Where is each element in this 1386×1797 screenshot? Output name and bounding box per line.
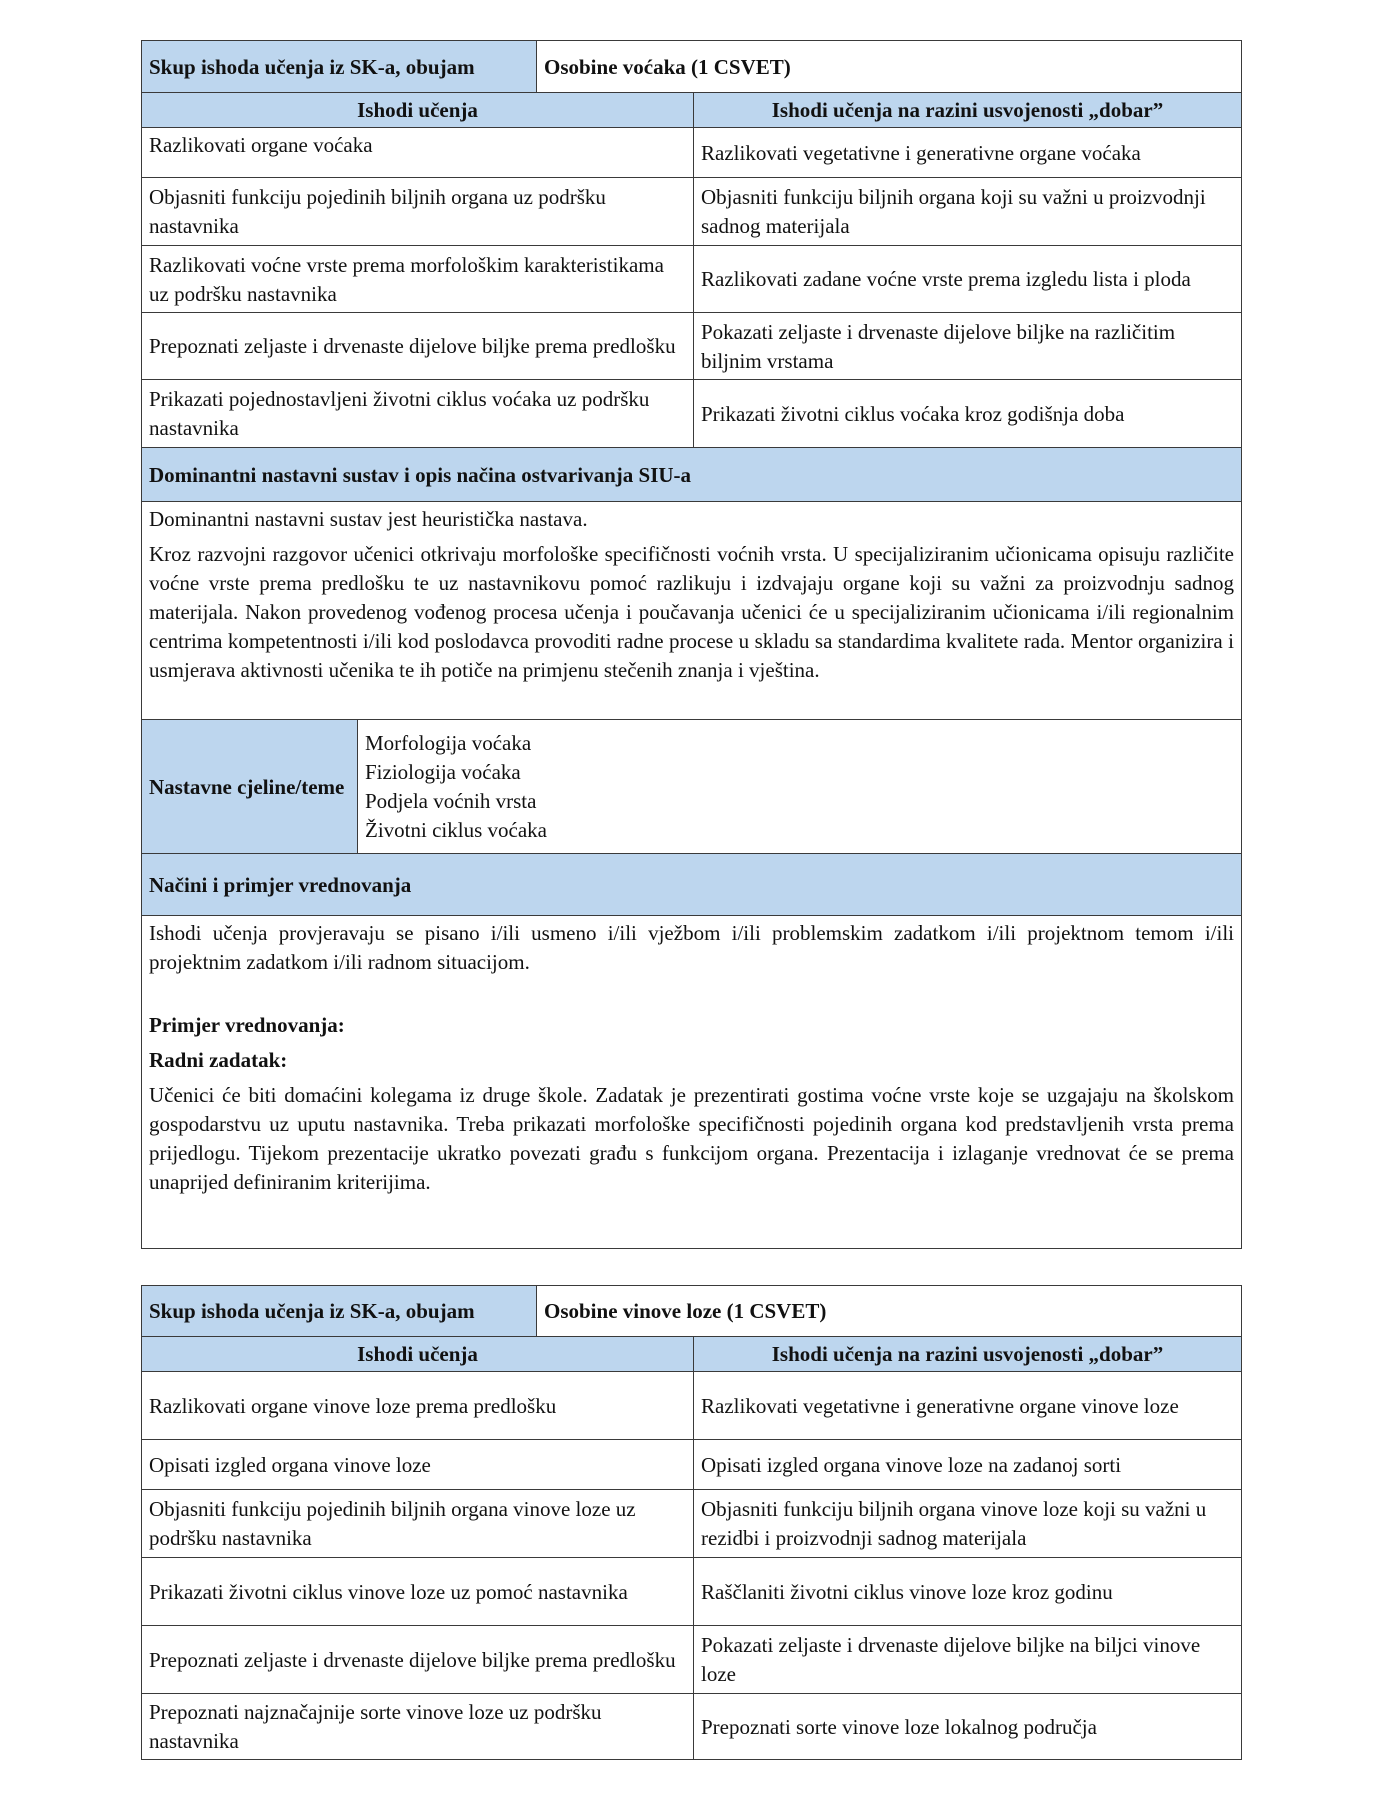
good-level-cell: Pokazati zeljaste i drvenaste dijelove biljke na različitim biljnim vrstama — [694, 313, 1242, 380]
good-level-cell: Raščlaniti životni ciklus vinove loze kroz godinu — [694, 1558, 1242, 1626]
evaluation-example-heading: Primjer vrednovanja: — [149, 1013, 345, 1037]
table-row — [142, 1440, 1242, 1490]
good-level-cell: Razlikovati zadane voćne vrste prema izgledu lista i ploda — [694, 246, 1242, 313]
col-header-good-level: Ishodi učenja na razini usvojenosti „dobar” — [694, 93, 1242, 128]
outcome-cell: Razlikovati voćne vrste prema morfološkim karakteristikama uz podršku nastavnika — [142, 246, 694, 313]
learning-outcomes-table-grapevine — [141, 1285, 1242, 1760]
topics-row — [142, 720, 1242, 854]
topics-label: Nastavne cjeline/teme — [142, 720, 358, 854]
topic-item: Fiziologija voćaka — [365, 760, 521, 784]
teaching-system-body-row — [142, 502, 1242, 720]
set-label: Skup ishoda učenja iz SK-a, obujam — [142, 1286, 537, 1337]
learning-outcomes-table-fruit — [141, 40, 1242, 1249]
table-row — [142, 1694, 1242, 1760]
good-level-cell: Prikazati životni ciklus voćaka kroz godišnja doba — [694, 380, 1242, 448]
good-level-cell: Opisati izgled organa vinove loze na zadanoj sorti — [694, 1440, 1242, 1490]
outcome-cell: Prepoznati najznačajnije sorte vinove loze uz podršku nastavnika — [142, 1694, 694, 1760]
task-heading: Radni zadatak: — [149, 1048, 288, 1072]
set-value: Osobine vinove loze (1 CSVET) — [537, 1286, 1242, 1337]
set-value: Osobine voćaka (1 CSVET) — [537, 41, 1242, 93]
evaluation-heading: Načini i primjer vrednovanja — [142, 854, 1242, 916]
topics-list — [358, 720, 1242, 854]
teaching-system-paragraph: Kroz razvojni razgovor učenici otkrivaju morfološke specifičnosti voćnih vrsta. U specijaliziranim učionicama opisuju različite voćne vrste prema predlošku te uz nastavnikovu pomoć razlikuju i izdvajaju organe koji su važni za proizvodnju sadnog materijala. Nakon provedenog vođenog procesa učenja i poučavanja učenici će u specijaliziranim učionicama i/ili regionalnim centrima kompetentnosti i/ili kod poslodavca provoditi radne procese u skladu sa standardima kvalitete rada. Mentor organizira i usmjerava aktivnosti učenika te ih potiče na primjenu stečenih znanja i vještina. — [149, 542, 1234, 682]
good-level-cell: Objasniti funkciju biljnih organa koji su važni u proizvodnji sadnog materijala — [694, 178, 1242, 246]
topic-item: Podjela voćnih vrsta — [365, 789, 537, 813]
outcome-cell: Razlikovati organe vinove loze prema predlošku — [142, 1372, 694, 1440]
outcome-cell: Opisati izgled organa vinove loze — [142, 1440, 694, 1490]
set-title-row — [142, 41, 1242, 93]
set-label: Skup ishoda učenja iz SK-a, obujam — [142, 41, 537, 93]
table-row — [142, 1558, 1242, 1626]
evaluation-body-row — [142, 916, 1242, 1249]
table-row — [142, 1372, 1242, 1440]
table-row — [142, 178, 1242, 246]
col-header-outcomes: Ishodi učenja — [142, 1337, 694, 1372]
task-text: Učenici će biti domaćini kolegama iz druge škole. Zadatak je prezentirati gostima voćne vrste koje se uzgajaju na školskom gospodarstvu uz uputu nastavnika. Treba prikazati morfološke specifičnosti pojedinih organa kod predstavljenih vrsta prema prijedlogu. Tijekom prezentacije ukratko povezati građu s funkcijom organa. Prezentacija i izlaganje vrednovat će se prema unaprijed definiranim kriterijima. — [149, 1083, 1234, 1194]
table-row — [142, 313, 1242, 380]
column-header-row — [142, 93, 1242, 128]
table-row — [142, 1626, 1242, 1694]
good-level-cell: Prepoznati sorte vinove loze lokalnog područja — [694, 1694, 1242, 1760]
good-level-cell: Razlikovati vegetativne i generativne organe voćaka — [694, 128, 1242, 178]
evaluation-body — [142, 916, 1242, 1249]
table-row — [142, 1490, 1242, 1558]
good-level-cell: Pokazati zeljaste i drvenaste dijelove biljke na biljci vinove loze — [694, 1626, 1242, 1694]
teaching-system-paragraph: Dominantni nastavni sustav jest heuristička nastava. — [149, 507, 588, 531]
evaluation-intro: Ishodi učenja provjeravaju se pisano i/ili usmeno i/ili vježbom i/ili problemskim zadatkom i/ili projektnom temom i/ili projektnim zadatkom i/ili radnom situacijom. — [149, 921, 1234, 974]
outcome-cell: Prepoznati zeljaste i drvenaste dijelove biljke prema predlošku — [142, 1626, 694, 1694]
table-row — [142, 246, 1242, 313]
col-header-outcomes: Ishodi učenja — [142, 93, 694, 128]
outcome-cell: Razlikovati organe voćaka — [142, 128, 694, 178]
evaluation-header-row — [142, 854, 1242, 916]
topic-item: Životni ciklus voćaka — [365, 818, 547, 842]
column-header-row — [142, 1337, 1242, 1372]
teaching-system-heading: Dominantni nastavni sustav i opis načina ostvarivanja SIU-a — [142, 448, 1242, 502]
table-row — [142, 380, 1242, 448]
set-title-row — [142, 1286, 1242, 1337]
teaching-system-header-row — [142, 448, 1242, 502]
outcome-cell: Prikazati životni ciklus vinove loze uz pomoć nastavnika — [142, 1558, 694, 1626]
col-header-good-level: Ishodi učenja na razini usvojenosti „dobar” — [694, 1337, 1242, 1372]
good-level-cell: Objasniti funkciju biljnih organa vinove loze koji su važni u rezidbi i proizvodnji sadnog materijala — [694, 1490, 1242, 1558]
topic-item: Morfologija voćaka — [365, 731, 532, 755]
outcome-cell: Objasniti funkciju pojedinih biljnih organa vinove loze uz podršku nastavnika — [142, 1490, 694, 1558]
outcome-cell: Objasniti funkciju pojedinih biljnih organa uz podršku nastavnika — [142, 178, 694, 246]
outcome-cell: Prepoznati zeljaste i drvenaste dijelove biljke prema predlošku — [142, 313, 694, 380]
good-level-cell: Razlikovati vegetativne i generativne organe vinove loze — [694, 1372, 1242, 1440]
teaching-system-body — [142, 502, 1242, 720]
outcome-cell: Prikazati pojednostavljeni životni ciklus voćaka uz podršku nastavnika — [142, 380, 694, 448]
table-row — [142, 128, 1242, 178]
